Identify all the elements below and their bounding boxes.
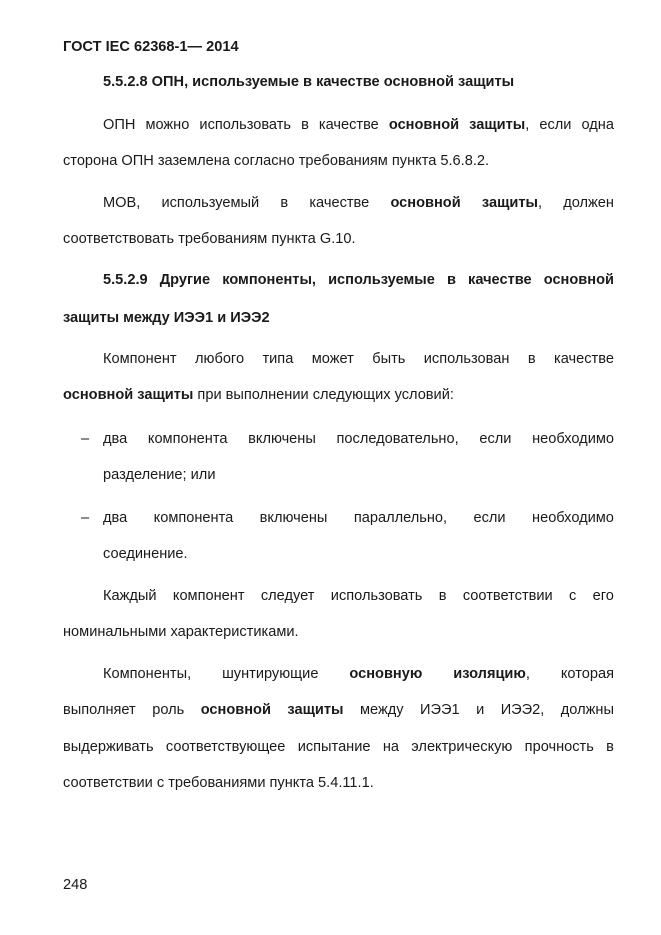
text-run: должен [563, 195, 614, 211]
word-group [145, 116, 189, 134]
term-bold: используемые [328, 272, 435, 288]
paragraph [63, 350, 614, 410]
list-item-line: разделение; или [103, 467, 216, 483]
text-run: быть [372, 351, 406, 367]
text-run: следует [260, 588, 315, 604]
word-group [195, 350, 244, 368]
word-group [280, 194, 288, 212]
word-group [482, 194, 542, 212]
page-number: 248 [63, 877, 88, 893]
text-run: Компонент [103, 351, 177, 367]
word-group [389, 116, 459, 134]
text-run: , [537, 195, 543, 211]
paragraph-line [63, 701, 614, 719]
word-group [103, 350, 177, 368]
text-run: при выполнении следующих условий: [193, 387, 454, 403]
word-group [154, 509, 234, 527]
list-dash: – [81, 510, 90, 526]
word-group [337, 430, 459, 448]
word-group [248, 430, 316, 448]
word-group [349, 665, 422, 683]
paragraph-line [103, 116, 614, 134]
word-group [63, 738, 154, 756]
word-group [532, 430, 614, 448]
text-run: в [527, 351, 536, 367]
text-run: его [592, 588, 614, 604]
paragraph-line [63, 386, 614, 404]
term-bold: основной [388, 117, 460, 133]
word-group [319, 116, 379, 134]
text-run: , [525, 117, 530, 133]
text-run: качестве [554, 351, 614, 367]
document-header: ГОСТ IEC 62368-1— 2014 [63, 39, 239, 55]
paragraph-line [103, 587, 614, 605]
word-group [474, 509, 506, 527]
text-run: может [311, 351, 354, 367]
term-bold: основной [200, 702, 271, 718]
list-item-line [103, 430, 614, 448]
paragraph-line [103, 350, 614, 368]
text-run: используемый [161, 195, 260, 211]
text-run: включены [259, 510, 328, 526]
word-group [539, 116, 571, 134]
term-bold: основной [390, 195, 461, 211]
word-group [148, 430, 228, 448]
section-heading [103, 271, 614, 289]
word-group [469, 116, 529, 134]
text-run: если [473, 510, 506, 526]
text-run: типа [262, 351, 294, 367]
text-run: выполняет [63, 702, 136, 718]
text-run: в [606, 739, 614, 755]
word-group [532, 509, 614, 527]
term-bold: 5.5.2.9 [103, 272, 148, 288]
word-group [563, 194, 614, 212]
term-bold: основную [349, 666, 423, 682]
paragraph [63, 116, 614, 176]
text-run: выдерживать [63, 739, 154, 755]
paragraph [63, 587, 614, 647]
list-item [63, 509, 614, 569]
word-group [103, 116, 135, 134]
word-group [420, 701, 460, 719]
text-run: качестве [309, 195, 370, 211]
word-group [63, 701, 136, 719]
word-group [103, 509, 127, 527]
term-bold: качестве [468, 272, 532, 288]
word-group [581, 116, 614, 134]
word-group [298, 738, 371, 756]
text-run: , [525, 666, 530, 682]
word-group [222, 665, 318, 683]
term-bold: Другие [159, 272, 211, 288]
word-group [447, 271, 456, 289]
term-bold: компоненты, [222, 272, 316, 288]
text-run: одна [581, 117, 614, 133]
text-run: компонент [172, 588, 245, 604]
term-bold: защиты [469, 117, 526, 133]
text-run: между [359, 702, 404, 718]
word-group [354, 509, 447, 527]
term-bold: защиты [481, 195, 538, 211]
word-group [360, 701, 404, 719]
word-group [103, 194, 140, 212]
text-run: компонента [153, 510, 234, 526]
word-group [262, 350, 293, 368]
text-run: Компоненты, [103, 666, 192, 682]
word-group [479, 430, 511, 448]
text-run: компонента [147, 431, 228, 447]
text-run: которая [560, 666, 614, 682]
text-run: в [280, 195, 289, 211]
text-run: если [539, 117, 572, 133]
word-group [390, 194, 460, 212]
paragraph-line [103, 194, 614, 212]
word-group [199, 116, 291, 134]
text-run: использовать [199, 117, 292, 133]
text-run: на [382, 739, 399, 755]
section-5528 [63, 73, 614, 93]
word-group [287, 701, 343, 719]
section-heading: 5.5.2.8 ОПН, используемые в качестве основной защиты [103, 74, 515, 90]
word-group [544, 271, 614, 289]
list-item [63, 430, 614, 490]
word-group [453, 665, 530, 683]
paragraph-line [103, 665, 614, 683]
text-run: два [103, 510, 128, 526]
text-run: с [569, 588, 577, 604]
word-group [561, 701, 614, 719]
word-group [593, 587, 614, 605]
word-group [561, 665, 614, 683]
word-group [383, 738, 399, 756]
word-group [160, 271, 210, 289]
paragraph-line: сторона ОПН заземлена согласно требованиям пункта 5.6.8.2. [63, 153, 490, 169]
word-group [260, 509, 328, 527]
word-group [103, 665, 191, 683]
text-run: ОПН [103, 117, 136, 133]
list-item-line: соединение. [103, 546, 188, 562]
word-group [372, 350, 405, 368]
word-group [439, 587, 447, 605]
term-bold: в [446, 272, 456, 288]
word-group [476, 701, 484, 719]
word-group [103, 430, 127, 448]
word-group [152, 701, 184, 719]
text-run: два [103, 431, 128, 447]
text-run: включены [248, 431, 316, 447]
text-run: соответствующее [165, 739, 286, 755]
word-group [411, 738, 512, 756]
word-group [606, 738, 614, 756]
term-bold: изоляцию [453, 666, 526, 682]
section-heading-continued: защиты между ИЭЭ1 и ИЭЭ2 [63, 310, 270, 326]
text-run: если [479, 431, 512, 447]
paragraph [63, 194, 614, 254]
text-run: должны [560, 702, 614, 718]
text-run: использован [423, 351, 510, 367]
paragraph-line [63, 738, 614, 756]
text-run: соответствии [462, 588, 553, 604]
text-run: Каждый [103, 588, 157, 604]
text-run: ИЭЭ2, [500, 702, 545, 718]
word-group [301, 116, 309, 134]
word-group [201, 701, 271, 719]
word-group [173, 587, 245, 605]
list-dash: – [81, 431, 90, 447]
text-run: любого [195, 351, 245, 367]
word-group [328, 271, 435, 289]
section-5529 [63, 271, 614, 331]
text-run: испытание [297, 739, 371, 755]
word-group [261, 587, 315, 605]
word-group [554, 350, 614, 368]
text-run: роль [152, 702, 185, 718]
text-run: прочность [524, 739, 594, 755]
word-group [309, 194, 369, 212]
paragraph [63, 665, 614, 795]
word-group [222, 271, 316, 289]
term-bold: основной защиты [63, 387, 194, 403]
text-run: параллельно, [353, 510, 448, 526]
text-run: МОВ, [103, 195, 141, 211]
word-group [569, 587, 576, 605]
text-run: последовательно, [336, 431, 459, 447]
word-group [103, 587, 157, 605]
paragraph-line: соответствии с требованиями пункта 5.4.11.1. [63, 775, 374, 791]
text-run: электрическую [411, 739, 513, 755]
word-group [166, 738, 286, 756]
term-bold: защиты [287, 702, 344, 718]
text-run: качестве [318, 117, 379, 133]
word-group [312, 350, 354, 368]
word-group [501, 701, 545, 719]
text-run: можно [145, 117, 190, 133]
text-run: и [476, 702, 485, 718]
text-run: шунтирующие [222, 666, 319, 682]
text-run: в [301, 117, 309, 133]
paragraph-line: соответствовать требованиям пункта G.10. [63, 231, 356, 247]
paragraph-line: номинальными характеристиками. [63, 624, 299, 640]
text-run: в [438, 588, 447, 604]
text-run: необходимо [532, 431, 614, 447]
word-group [161, 194, 259, 212]
text-run: использовать [330, 588, 423, 604]
list-item-line [103, 509, 614, 527]
word-group [103, 271, 148, 289]
word-group [468, 271, 532, 289]
term-bold: основной [543, 272, 614, 288]
word-group [463, 587, 553, 605]
word-group [528, 350, 536, 368]
text-run: необходимо [532, 510, 614, 526]
word-group [525, 738, 594, 756]
text-run: ИЭЭ1 [420, 702, 460, 718]
word-group [331, 587, 423, 605]
word-group [424, 350, 510, 368]
